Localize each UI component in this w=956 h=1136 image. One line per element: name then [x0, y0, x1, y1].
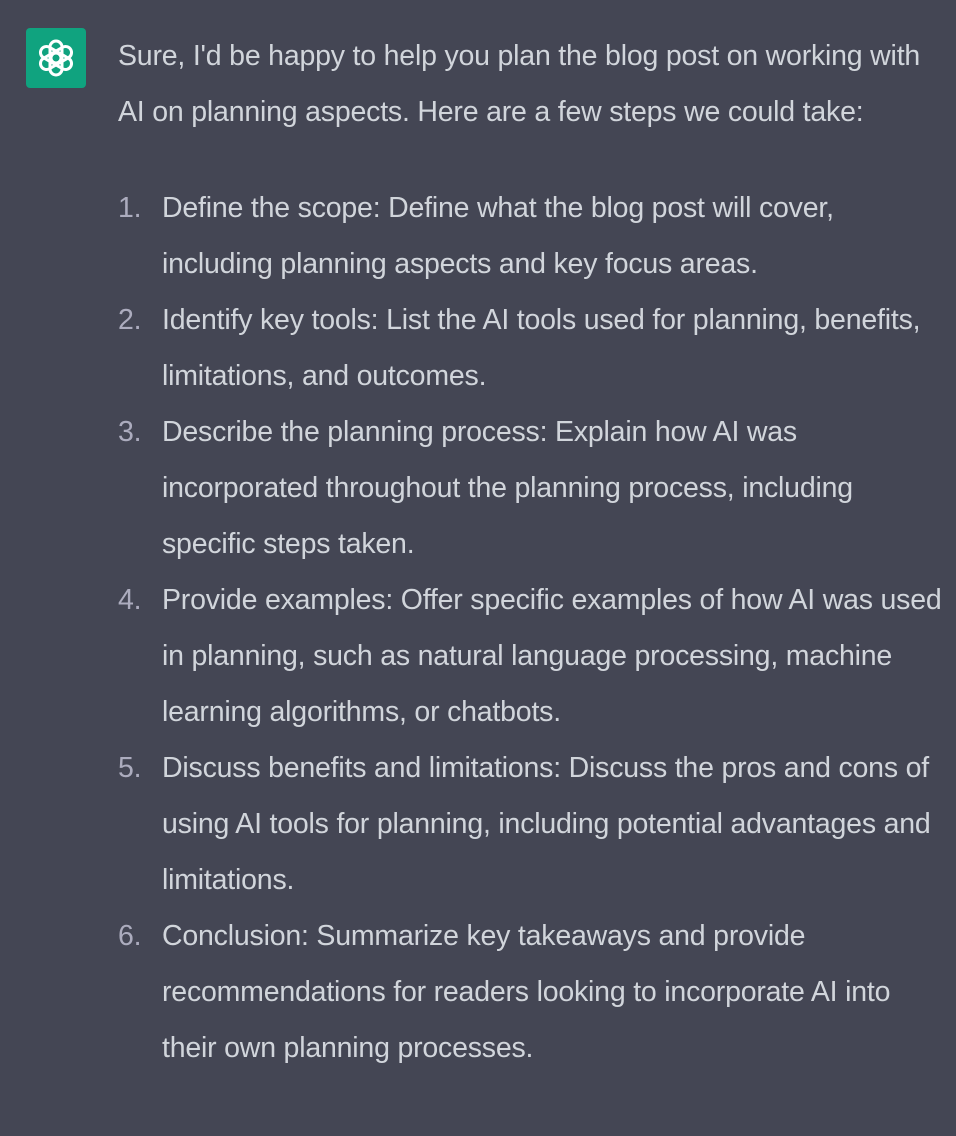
step-text: Discuss benefits and limitations: Discuss the pros and cons of using AI tools for planning, including potential advantages and limitations.: [162, 752, 931, 896]
list-item: [118, 908, 946, 1076]
assistant-message: [118, 28, 946, 1076]
step-number: 4.: [118, 584, 142, 616]
steps-list: [118, 180, 946, 1076]
list-item: [118, 740, 946, 908]
step-number: 5.: [118, 752, 142, 784]
step-text: Conclusion: Summarize key takeaways and provide recommendations for readers looking to incorporate AI into their own planning processes.: [162, 920, 891, 1064]
message-intro: Sure, I'd be happy to help you plan the blog post on working with AI on planning aspects. Here are a few steps we could take:: [118, 40, 921, 128]
assistant-avatar: [26, 28, 86, 88]
step-text: Define the scope: Define what the blog post will cover, including planning aspects and key focus areas.: [162, 192, 834, 280]
list-item: [118, 292, 946, 404]
step-text: Describe the planning process: Explain how AI was incorporated throughout the planning process, including specific steps taken.: [162, 416, 853, 560]
step-number: 6.: [118, 920, 142, 952]
step-number: 1.: [118, 192, 142, 224]
list-item: [118, 572, 946, 740]
step-text: Identify key tools: List the AI tools used for planning, benefits, limitations, and outcomes.: [162, 304, 921, 392]
step-number: 2.: [118, 304, 142, 336]
step-text: Provide examples: Offer specific examples of how AI was used in planning, such as natural language processing, machine learning algorithms, or chatbots.: [162, 584, 942, 728]
step-number: 3.: [118, 416, 142, 448]
list-item: [118, 404, 946, 572]
openai-logo-icon: [34, 36, 78, 80]
list-item: [118, 180, 946, 292]
